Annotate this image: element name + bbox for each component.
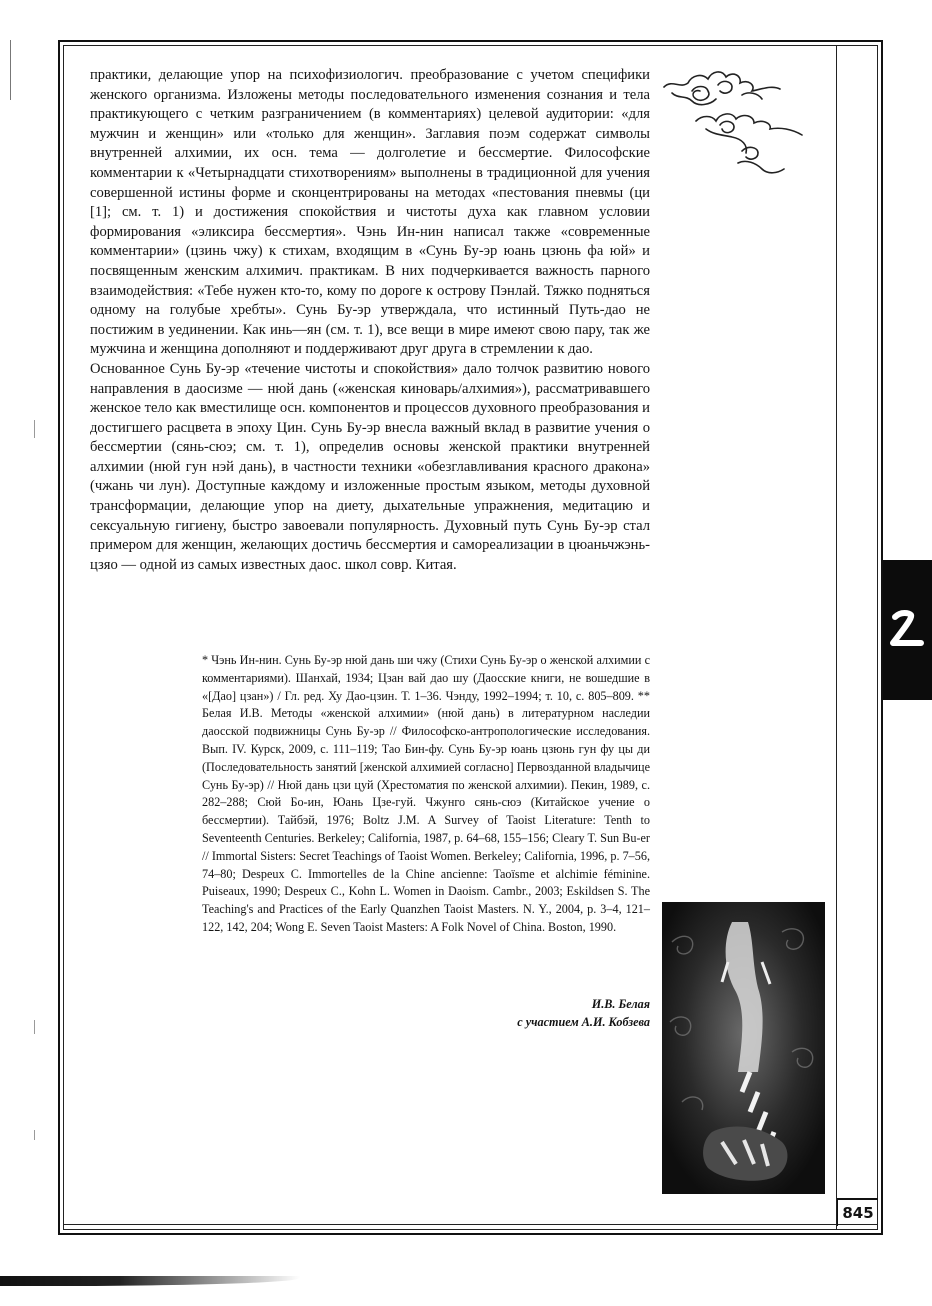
author-coauthor: с участием А.И. Кобзева <box>517 1014 650 1029</box>
margin-divider <box>836 45 837 1230</box>
bibliography-text: * Чэнь Ин-нин. Сунь Бу-эр нюй дань ши чжу (Стихи Сунь Бу-эр о женской алхимии с комментариями). Шанхай, 1934; Цзан вай дао шу (Даосские книги, не вошедшие в «[Дао] цзан») / Гл. ред. Ху Дао-цзин. Т. 1–36. Чэнду, 1992–1994; т. 10, с. 805–809. ** Белая И.В. Методы «женской алхимии» (нюй дань) в литературном наследии даосской подвижницы Сунь Бу-эр // Философско-антропологические исследования. Вып. IV. Курск, 2009, с. 111–119; Тао Бин-фу. Сунь Бу-эр юань цзюнь гун фу цы ди (Последовательность занятий [женской алхимией согласно] Первозданной владычице Сунь Бу-эр) // Нюй дань цзи цуй (Хрестоматия по женской алхимии). Пекин, 1989, с. 282–288; Сюй Бо-ин, Юань Цзе-гуй. Чжунго сянь-сюэ (Китайское учение о бессмертии). Тайбэй, 1976; Boltz J.M. A Survey of Taoist Literature: Tenth to Seventeenth Centuries. Berkeley; California, 1987, p. 64–68, 155–156; Cleary T. Sun Bu-er // Immortal Sisters: Secret Teachings of Taoist Women. Berkeley; California, 1996, p. 7–56, 74–80; Despeux C. Immortelles de la Chine ancienne: Taoïsme et alchimie féminine. Puiseaux, 1990; Despeux C., Kohn L. Women in Daoism. Cambr., 2003; Eskildsen S. The Teaching's and Practices of the Early Quanzhen Taoist Masters. N. Y., 2004, p. 3–4, 121–122, 142, 204; Wong E. Seven Taoist Masters: A Folk Novel of China. Boston, 1990. <box>202 653 650 934</box>
scan-edge-mark <box>34 1130 35 1140</box>
bottom-rule <box>63 1224 878 1225</box>
scan-artifact <box>0 1276 300 1286</box>
letter-tab <box>883 560 932 700</box>
scan-edge-mark <box>10 40 11 100</box>
illustration-photo <box>662 902 825 1194</box>
author-name: И.В. Белая <box>591 997 650 1011</box>
scan-edge-mark <box>34 420 35 438</box>
bibliography <box>202 652 650 937</box>
page-number-text: 845 <box>842 1204 874 1222</box>
page-number <box>837 1198 878 1226</box>
scan-edge-mark <box>34 1020 35 1034</box>
letter-z-glyph-icon <box>887 605 927 655</box>
article-paragraph: практики, делающие упор на психофизиологич. преобразование с учетом специфики женского организма. Изложены методы последовательного изменения сознания и тела практикующего с четким разграничением (в комментариях) целевой аудитории: «для мужчин и женщин» или «только для женщин». Заглавия поэм содержат символы внутренней алхимии, их осн. тема — долголетие и бессмертие. Философские комментарии к «Четырнадцати стихотворениям» выполнены в традиционной для учения совершенной истины форме и сконцентрированы на методах «пестования пневмы (ци [1]; см. т. 1) и достижения спокойствия и чистоты духа как главном условии формирования «эликсира бессмертия». Чэнь Ин-нин написал также «современные комментарии» (цзинь чжу) к стихам, входящим в «Сунь Бу-эр юань цзюнь фа юй» и посвященным женским алхимич. практикам. В них подчеркивается важность парного взаимодействия: «Тебе нужен кто-то, кому по дороге к острову Пэнлай. Тяжко подняться одному на голубые хребты». Сунь Бу-эр утверждала, что истинный Путь-дао не постижим в уединении. Как инь—ян (см. т. 1), все вещи в мире имеют свою пару, так же мужчина и женщина дополняют и поддерживают друг друга в стремлении к дао. <box>90 67 650 358</box>
cloud-ornament-icon <box>662 65 812 180</box>
figure-illustration-icon <box>662 902 825 1194</box>
author-credit <box>440 996 650 1032</box>
article-body <box>90 66 650 575</box>
article-paragraph: Основанное Сунь Бу-эр «течение чистоты и спокойствия» дало толчок развитию нового направления в даосизме — нюй дань («женская киноварь/алхимия»), рассматривавшего женское тело как вместилище осн. компонентов и процессов духовного преобразования и достигшего расцвета в эпоху Цин. Сунь Бу-эр внесла важный вклад в развитие учения о бессмертии (сянь-сюэ; см. т. 1), определив основы женской практики внутренней алхимии (нюй гун нэй дань), в частности техники «обезглавливания красного дракона» (чжань чи лун). Доступные каждому и изложенные простым языком, методы духовной трансформации, делающие упор на диету, дыхательные упражнения, медитацию и сексуальную гигиену, быстро завоевали популярность. Духовный путь Сунь Бу-эр стал примером для женщин, желающих достичь бессмертия и самореализации в цюаньчжэнь-цзяо — одной из самых известных даос. школ совр. Китая. <box>90 360 650 573</box>
